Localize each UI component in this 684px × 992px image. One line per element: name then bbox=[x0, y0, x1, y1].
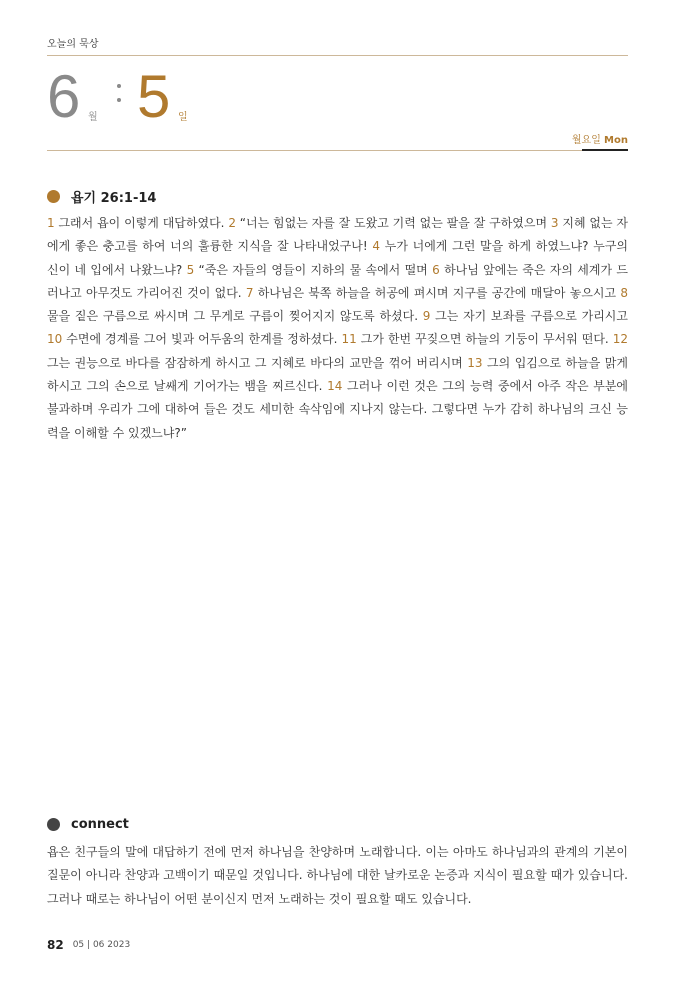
passage-heading bbox=[47, 187, 156, 206]
verse-number: 10 bbox=[47, 332, 63, 347]
bullet-dot-icon bbox=[47, 190, 60, 203]
verse-number: 3 bbox=[550, 216, 559, 230]
verse-text: 하나님은 북쪽 하늘을 허공에 펴시며 지구를 공간에 매달아 놓으시고 bbox=[253, 285, 621, 300]
weekday-underline bbox=[582, 149, 628, 151]
verse-text: 그래서 욥이 이렇게 대답하였다. bbox=[54, 216, 229, 230]
verse-number: 6 bbox=[432, 262, 440, 277]
date-colon bbox=[117, 84, 123, 112]
header-divider bbox=[47, 150, 628, 151]
verse-text: 하나님 앞에는 죽은 자의 세계가 드러나고 아무것도 가리어진 것이 없다. bbox=[47, 262, 628, 300]
weekday-en: Mon bbox=[604, 135, 628, 146]
weekday-label bbox=[572, 131, 628, 146]
page-number: 82 bbox=[47, 938, 64, 952]
verse-text: 지혜 없는 자에게 좋은 충고를 하여 너의 훌륭한 지식을 잘 나타내었구나! bbox=[47, 216, 629, 254]
verse-number: 2 bbox=[228, 216, 236, 230]
verse-number: 5 bbox=[186, 262, 195, 277]
month-number: 6 bbox=[47, 63, 81, 130]
verse-number: 9 bbox=[422, 309, 431, 324]
bullet-dot-icon bbox=[47, 818, 60, 831]
verse-number: 14 bbox=[327, 379, 343, 394]
connect-body: 욥은 친구들의 말에 대답하기 전에 먼저 하나님을 찬양하며 노래합니다. 이는 아마도 하나님과의 관계의 기본이 질문이 아니라 찬양과 고백이기 때문일 것입니다. 하나님에 대한 날카로운 논증과 지식이 필요할 때가 있습니다. 그러나 때로는 하나님이 어떤 분이신지 먼저 노래하는 것이 필요할 때도 있습니다. bbox=[47, 845, 628, 906]
verse-text: 누가 너에게 그런 말을 하게 하였느냐? 누구의 신이 네 입에서 나왔느냐? bbox=[47, 239, 629, 277]
connect-heading bbox=[47, 817, 129, 832]
verse-text: 그의 입김으로 하늘을 맑게 하시고 그의 손으로 날쌔게 기어가는 뱀을 찌르신다. bbox=[47, 355, 628, 394]
issue-date: 05 | 06 2023 bbox=[72, 940, 131, 950]
verse-text: 그가 한번 꾸짖으면 하늘의 기둥이 무서워 떤다. bbox=[356, 332, 613, 347]
section-label: 오늘의 묵상 bbox=[47, 39, 99, 50]
verse-text: 물을 짙은 구름으로 싸시며 그 무게로 구름이 찢어지지 않도록 하셨다. bbox=[47, 309, 423, 324]
verse-text: 그는 권능으로 바다를 잠잠하게 하시고 그 지혜로 바다의 교만을 꺾어 버리시며 bbox=[47, 355, 468, 370]
verse-number: 13 bbox=[467, 355, 483, 370]
passage-reference: 욥기 26:1-14 bbox=[71, 191, 157, 206]
verse-number: 1 bbox=[47, 216, 55, 230]
verse-number: 11 bbox=[341, 332, 357, 347]
day-unit: 일 bbox=[178, 112, 188, 123]
verse-number: 7 bbox=[245, 285, 254, 300]
verse-number: 12 bbox=[612, 332, 628, 347]
scripture-text bbox=[47, 212, 628, 445]
verse-text: 그러나 이런 것은 그의 능력 중에서 아주 작은 부분에 불과하며 우리가 그에 대하여 들은 것도 세미한 속삭임에 지나지 않는다. 그렇다면 누가 감히 하나님의 크신 능력을 이해할 수 있겠느냐?” bbox=[47, 379, 628, 440]
verse-number: 4 bbox=[372, 239, 381, 254]
page-footer bbox=[47, 938, 130, 952]
verse-text: “너는 힘없는 자를 잘 도왔고 기력 없는 팔을 잘 구하였으며 bbox=[235, 216, 551, 230]
verse-text: 수면에 경계를 그어 빛과 어두움의 한계를 정하셨다. bbox=[62, 332, 342, 347]
verse-text: “죽은 자들의 영들이 지하의 물 속에서 떨며 bbox=[194, 262, 433, 277]
verse-number: 8 bbox=[620, 285, 628, 300]
weekday-ko: 월요일 bbox=[571, 135, 601, 146]
month-unit: 월 bbox=[88, 112, 98, 123]
connect-title: connect bbox=[71, 817, 129, 832]
top-divider bbox=[47, 55, 628, 56]
day-number: 5 bbox=[137, 63, 171, 130]
verse-text: 그는 자기 보좌를 구름으로 가리시고 bbox=[430, 309, 628, 324]
